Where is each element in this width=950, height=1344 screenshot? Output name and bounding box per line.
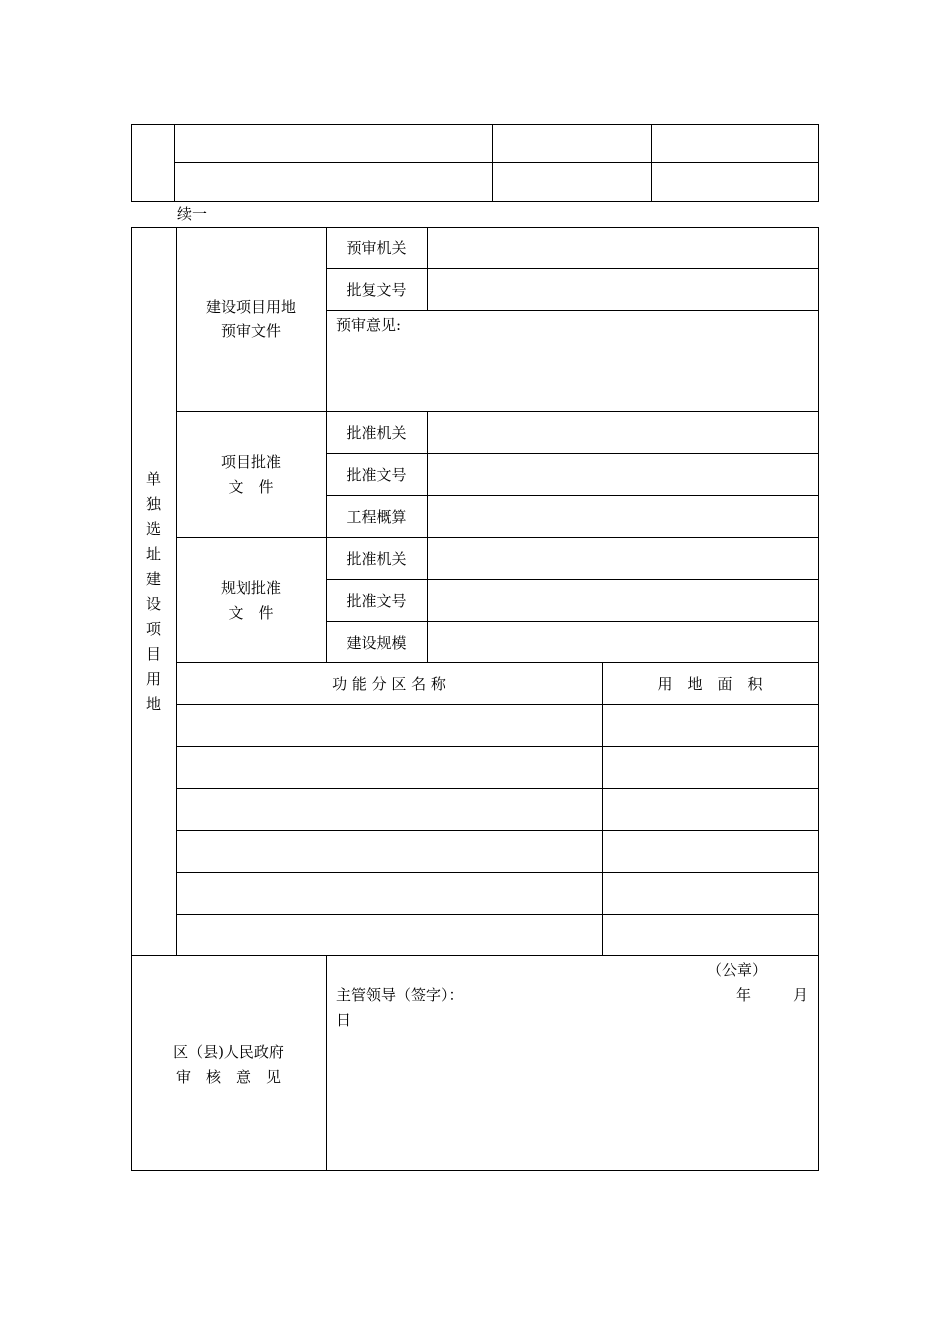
side-char: 独 — [145, 495, 161, 513]
continuation-label: 续一 — [177, 205, 208, 223]
pre-review-group-label: 建设项目用地 — [205, 298, 296, 316]
pre-review-group-label-2: 预审文件 — [220, 322, 281, 340]
project-approval-doc-no-label: 批准文号 — [346, 466, 407, 484]
project-approval-group-label: 项目批准 — [220, 453, 281, 471]
pre-review-opinion-label: 预审意见: — [336, 316, 402, 334]
leader-signature-label: 主管领导（签字）： — [336, 986, 464, 1004]
date-year-label: 年 — [736, 986, 752, 1004]
planning-approval-authority-label: 批准机关 — [346, 550, 407, 568]
district-review-label: 区（县)人民政府 — [173, 1043, 284, 1061]
side-char: 项 — [145, 620, 161, 638]
side-char: 址 — [145, 545, 161, 563]
side-char: 建 — [145, 570, 161, 588]
zone-name-column-header: 功 能 分 区 名 称 — [332, 675, 446, 693]
side-char: 选 — [145, 520, 161, 538]
construction-scale-label: 建设规模 — [346, 634, 407, 652]
project-approval-group-label-2: 文 件 — [228, 478, 274, 496]
project-approval-authority-label: 批准机关 — [346, 424, 407, 442]
pre-review-doc-no-label: 批复文号 — [346, 281, 407, 299]
side-char: 单 — [145, 470, 161, 488]
land-area-column-header: 用 地 面 积 — [657, 675, 763, 693]
side-char: 地 — [145, 695, 161, 713]
side-char: 设 — [145, 595, 161, 613]
official-seal-label: （公章） — [707, 961, 768, 979]
side-char: 用 — [145, 670, 161, 688]
date-month-label: 月 — [793, 986, 809, 1004]
project-estimate-label: 工程概算 — [346, 508, 407, 526]
planning-approval-doc-no-label: 批准文号 — [346, 592, 407, 610]
side-char: 目 — [145, 645, 161, 663]
date-day-label: 日 — [336, 1011, 352, 1029]
planning-approval-group-label-2: 文 件 — [228, 604, 274, 622]
planning-approval-group-label: 规划批准 — [220, 579, 281, 597]
pre-review-authority-label: 预审机关 — [346, 239, 407, 257]
district-review-label-2: 审 核 意 见 — [175, 1068, 281, 1086]
